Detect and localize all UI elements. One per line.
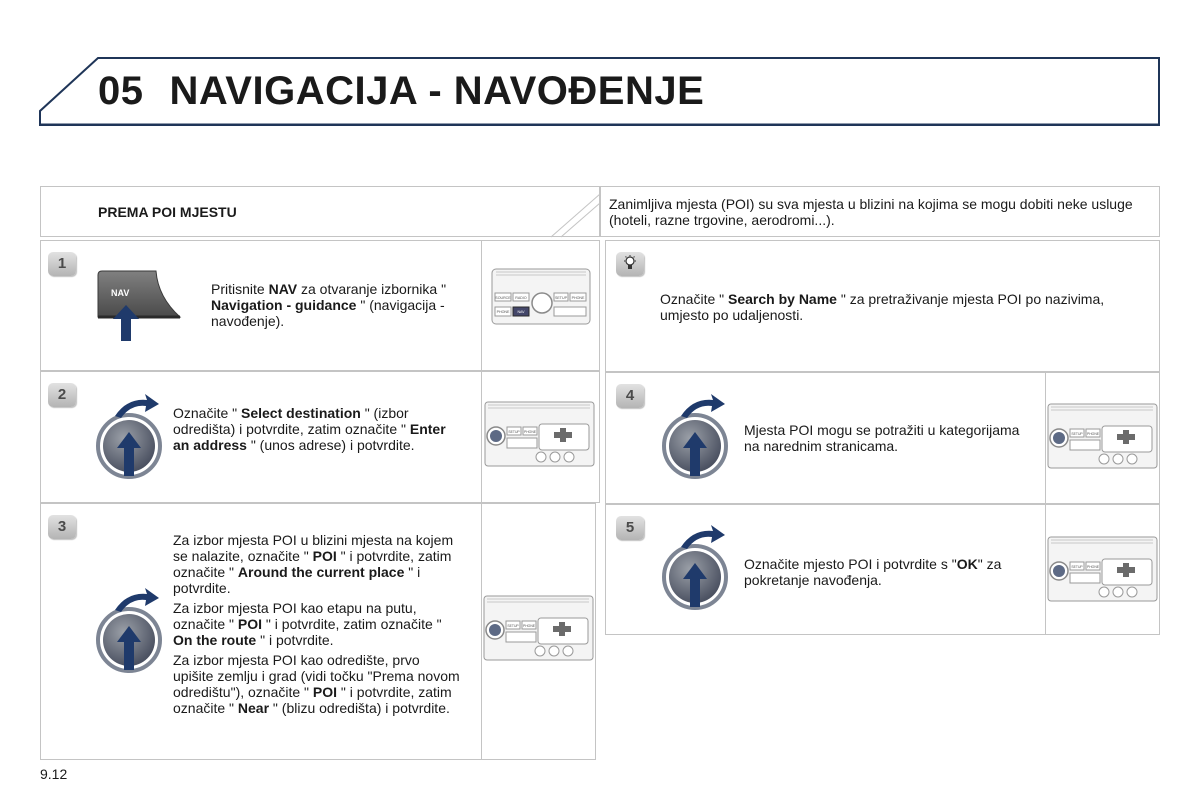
step-3-badge	[48, 515, 76, 539]
step-3-paragraph: Za izbor mjesta POI u blizini mjesta na kojem se nalazite, označite " POI " i potvrdite, zatim označite " Around the current place " i potvrdite.	[173, 532, 454, 596]
step-3-paragraph: Za izbor mjesta POI kao odredište, prvo upišite zemlju i grad (vidi točku "Prema novom odredištu"), označite " POI " i potvrdite, zatim označite " Near " (blizu odredišta) i potvrdite.	[173, 652, 460, 716]
step-3-illustration	[481, 504, 595, 759]
step-4-badge	[616, 384, 644, 408]
section-heading: PREMA POI MJESTU	[98, 204, 237, 220]
chapter-title: NAVIGACIJA - NAVOĐENJE	[169, 69, 705, 113]
step-1-badge	[48, 252, 76, 276]
section-intro: Zanimljiva mjesta (POI) su sva mjesta u blizini na kojima se mogu dobiti neke usluge (hoteli, razne trgovine, aerodromi...).	[609, 196, 1133, 228]
tip-badge	[616, 252, 644, 276]
svg-text:SETUP: SETUP	[507, 624, 519, 628]
step-5-number: 5	[625, 519, 635, 536]
rotary-knob-icon	[659, 521, 739, 616]
step-3-box	[40, 503, 596, 760]
step-1-number: 1	[57, 255, 67, 272]
step-3-number: 3	[57, 518, 67, 535]
step-5-illustration	[1045, 505, 1159, 634]
chapter-header	[0, 0, 1200, 140]
svg-text:SETUP: SETUP	[1071, 432, 1083, 436]
radio-panel-knob-illustration	[482, 372, 600, 502]
step-3-text	[173, 532, 463, 720]
svg-text:PHONE: PHONE	[523, 430, 537, 434]
svg-text:NAV: NAV	[517, 310, 525, 314]
step-5-text: Označite mjesto POI i potvrdite s "OK" za pokretanje navođenja.	[744, 556, 1002, 588]
step-1-text: Pritisnite NAV za otvaranje izbornika " Navigation - guidance " (navigacija - navođenje).	[211, 281, 447, 329]
banner-decoration	[41, 187, 601, 238]
svg-text:PHONE: PHONE	[1086, 565, 1100, 569]
svg-text:RADIO: RADIO	[515, 296, 527, 300]
radio-panel-knob-illustration	[482, 504, 596, 759]
step-2-badge	[48, 383, 76, 407]
chapter-number: 05	[98, 69, 144, 113]
svg-text:SETUP: SETUP	[508, 430, 520, 434]
rotary-knob-icon	[93, 584, 173, 679]
svg-text:SOURCE: SOURCE	[495, 296, 511, 300]
step-5-badge	[616, 516, 644, 540]
step-4-illustration	[1045, 373, 1159, 503]
step-2-text: Označite " Select destination " (izbor odredišta) i potvrdite, zatim označite " Enter an address " (unos adrese) i potvrdite.	[173, 405, 446, 453]
step-4-text: Mjesta POI mogu se potražiti u kategorijama na narednim stranicama.	[744, 422, 1020, 454]
step-2-number: 2	[57, 386, 67, 403]
svg-text:SETUP: SETUP	[1071, 565, 1083, 569]
section-intro-box	[600, 186, 1160, 237]
radio-panel-nav-illustration	[482, 241, 600, 370]
rotary-knob-icon	[659, 390, 739, 485]
step-1-illustration	[481, 241, 599, 370]
svg-text:PHONE: PHONE	[571, 296, 585, 300]
nav-button-icon	[96, 269, 186, 341]
radio-panel-knob-illustration	[1046, 505, 1160, 634]
step-4-number: 4	[625, 387, 635, 404]
tip-box	[605, 240, 1160, 372]
svg-text:PHONE: PHONE	[522, 624, 536, 628]
nav-button-label: NAV	[111, 288, 130, 298]
svg-text:PHONE: PHONE	[1086, 432, 1100, 436]
radio-panel-knob-illustration	[1046, 373, 1160, 503]
step-2-box	[40, 371, 600, 503]
page-number: 9.12	[40, 766, 68, 782]
rotary-knob-icon	[93, 390, 173, 485]
step-5-box	[605, 504, 1160, 635]
lightbulb-icon	[623, 255, 637, 273]
press-arrow-icon	[111, 303, 141, 343]
svg-text:SETUP: SETUP	[555, 296, 567, 300]
section-heading-box	[40, 186, 600, 237]
page-title	[98, 69, 704, 114]
step-4-box	[605, 372, 1160, 504]
step-1-box	[40, 240, 600, 371]
svg-text:PHONE: PHONE	[496, 310, 510, 314]
tip-text: Označite " Search by Name " za pretraživanje mjesta POI po nazivima, umjesto po udaljenosti.	[660, 291, 1105, 323]
step-2-illustration	[481, 372, 599, 502]
step-3-paragraph: Za izbor mjesta POI kao etapu na putu, označite " POI " i potvrdite, zatim označite " On the route " i potvrdite.	[173, 600, 442, 648]
